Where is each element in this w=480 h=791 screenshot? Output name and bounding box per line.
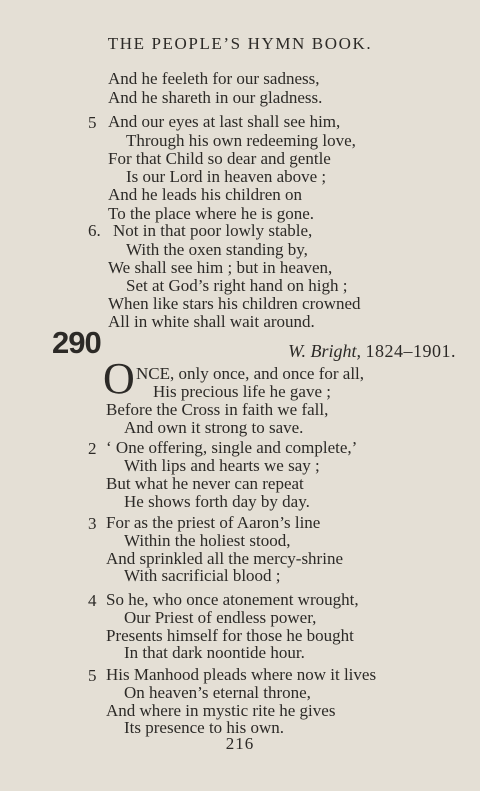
verse-line: Not in that poor lowly stable, <box>113 221 313 240</box>
verse-line: We shall see him ; but in heaven, <box>108 258 333 277</box>
verse-line: Is our Lord in heaven above ; <box>126 167 327 186</box>
verse-line: Presents himself for those he bought <box>106 626 354 645</box>
hymn-number: 290 <box>52 325 101 360</box>
verse-line: For that Child so dear and gentle <box>108 149 331 168</box>
author-name: W. Bright, <box>288 341 361 361</box>
verse-line: Our Priest of endless power, <box>124 608 317 627</box>
verse-line: Set at God’s right hand on high ; <box>126 276 348 295</box>
verse-line: With lips and hearts we say ; <box>124 456 320 475</box>
verse-number: 6. <box>88 221 101 240</box>
verse-line: And our eyes at last shall see him, <box>108 112 341 131</box>
verse-line: His precious life he gave ; <box>153 382 331 401</box>
verse-number: 5 <box>88 113 97 132</box>
verse-line: And own it strong to save. <box>124 418 304 437</box>
verse-line: When like stars his children crowned <box>108 294 361 313</box>
drop-cap: O <box>103 354 135 403</box>
verse-line: In that dark noontide hour. <box>124 643 305 662</box>
verse-line: He shows forth day by day. <box>124 492 310 511</box>
verse-line: But what he never can repeat <box>106 474 304 493</box>
verse-line: Through his own redeeming love, <box>126 131 356 150</box>
verse-line: ‘ One offering, single and complete,’ <box>106 438 358 457</box>
verse-line: And he feeleth for our sadness, <box>108 69 320 88</box>
verse-number: 3 <box>88 514 97 533</box>
verse-line: With the oxen standing by, <box>126 240 308 259</box>
verse-number: 2 <box>88 439 97 458</box>
verse-line: And sprinkled all the mercy-shrine <box>106 549 343 568</box>
verse-line: NCE, only once, and once for all, <box>136 364 365 383</box>
verse-line: Its presence to his own. <box>124 718 285 737</box>
verse-line: Before the Cross in faith we fall, <box>106 400 329 419</box>
verse-line: To the place where he is gone. <box>108 204 315 223</box>
verse-line: For as the priest of Aaron’s line <box>106 513 321 532</box>
verse-number: 5 <box>88 666 97 685</box>
verse-line: All in white shall wait around. <box>108 312 315 331</box>
verse-line: So he, who once atonement wrought, <box>106 590 359 609</box>
verse-number: 4 <box>88 591 97 610</box>
page-number: 216 <box>225 734 255 753</box>
hymn-author <box>288 341 456 361</box>
verse-line: With sacrificial blood ; <box>124 566 281 585</box>
verse-line: And where in mystic rite he gives <box>106 701 336 720</box>
verse-line: On heaven’s eternal throne, <box>124 683 311 702</box>
verse-line: Within the holiest stood, <box>124 531 291 550</box>
verse-line: And he shareth in our gladness. <box>108 88 323 107</box>
author-dates: 1824–1901. <box>365 341 456 361</box>
verse-line: His Manhood pleads where now it lives <box>106 665 377 684</box>
running-head: THE PEOPLE’S HYMN BOOK. <box>107 34 373 53</box>
verse-line: And he leads his children on <box>108 185 303 204</box>
